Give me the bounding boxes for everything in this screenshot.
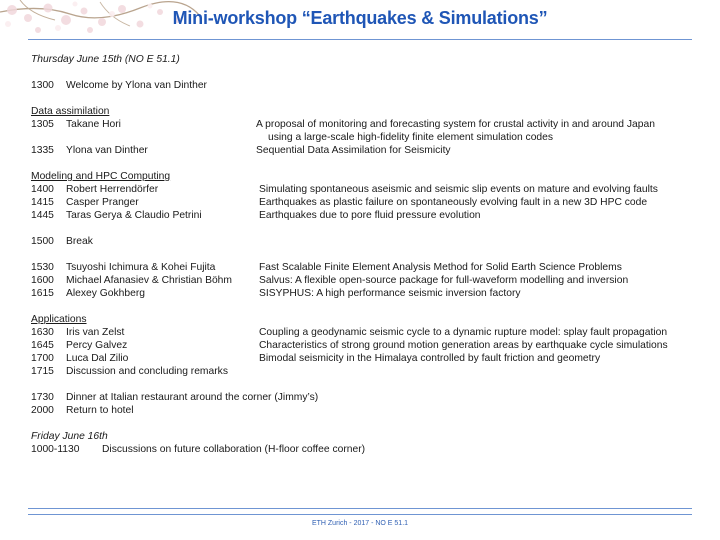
schedule-item [31, 326, 711, 339]
item-speaker: Alexey Gokhberg [66, 288, 145, 299]
schedule-item [31, 287, 711, 300]
item-time: 1415 [31, 197, 54, 208]
item-time: 1300 [31, 80, 54, 91]
schedule-item-continued [31, 131, 711, 144]
item-time: 1530 [31, 262, 54, 273]
schedule-item [31, 144, 711, 157]
item-text: Dinner at Italian restaurant around the corner (Jimmy’s) [66, 392, 319, 403]
day-heading: Thursday June 15th (NO E 51.1) [31, 54, 180, 65]
item-speaker: Tsuyoshi Ichimura & Kohei Fujita [66, 262, 216, 273]
schedule-item [31, 196, 711, 209]
schedule-item [31, 79, 711, 92]
schedule-item [31, 274, 711, 287]
item-speaker: Taras Gerya & Claudio Petrini [66, 210, 202, 221]
item-speaker: Percy Galvez [66, 340, 128, 351]
schedule-item [31, 235, 711, 248]
schedule-item [31, 339, 711, 352]
talk-title: Simulating spontaneous aseismic and seismic slip events on mature and evolving faults [259, 184, 658, 195]
header-divider [28, 39, 692, 40]
item-time: 1730 [31, 392, 54, 403]
item-time: 1600 [31, 275, 54, 286]
item-time: 1305 [31, 119, 54, 130]
item-time: 2000 [31, 405, 54, 416]
page-title: Mini-workshop “Earthquakes & Simulations” [172, 8, 548, 28]
day-heading: Friday June 16th [31, 431, 108, 442]
footer-divider [28, 514, 692, 515]
talk-title: A proposal of monitoring and forecasting system for crustal activity in and around Japan [256, 119, 655, 130]
section-heading: Data assimilation [31, 106, 110, 117]
section-heading: Applications [31, 314, 87, 325]
item-speaker: Casper Pranger [66, 197, 139, 208]
talk-title: Characteristics of strong ground motion generation areas by earthquake cycle simulations [259, 340, 668, 351]
talk-title-continued: using a large-scale high-fidelity finite element simulation codes [268, 132, 554, 143]
talk-title: Fast Scalable Finite Element Analysis Method for Solid Earth Science Problems [259, 262, 622, 273]
item-speaker: Michael Afanasiev & Christian Böhm [66, 275, 232, 286]
schedule-item [31, 183, 711, 196]
item-time: 1400 [31, 184, 54, 195]
item-speaker: Ylona van Dinther [66, 145, 148, 156]
item-time: 1500 [31, 236, 54, 247]
footer-divider [28, 508, 692, 509]
schedule-item [31, 365, 711, 378]
item-text: Discussions on future collaboration (H-floor coffee corner) [102, 444, 366, 455]
item-time: 1630 [31, 327, 54, 338]
item-text: Welcome by Ylona van Dinther [66, 80, 207, 91]
schedule-item [31, 443, 711, 456]
item-time: 1700 [31, 353, 54, 364]
item-speaker: Luca Dal Zilio [66, 353, 129, 364]
talk-title: SISYPHUS: A high performance seismic inversion factory [259, 288, 521, 299]
item-text: Return to hotel [66, 405, 134, 416]
item-time: 1335 [31, 145, 54, 156]
talk-title: Earthquakes as plastic failure on spontaneously evolving fault in a new 3D HPC code [259, 197, 648, 208]
talk-title: Coupling a geodynamic seismic cycle to a dynamic rupture model: splay fault propagation [259, 327, 668, 338]
schedule-item [31, 118, 711, 131]
talk-title: Sequential Data Assimilation for Seismicity [256, 145, 451, 156]
schedule-item [31, 209, 711, 222]
schedule-item [31, 352, 711, 365]
item-time: 1645 [31, 340, 54, 351]
talk-title: Earthquakes due to pore fluid pressure evolution [259, 210, 481, 221]
item-speaker: Takane Hori [66, 119, 121, 130]
item-speaker: Iris van Zelst [66, 327, 125, 338]
schedule-item [31, 261, 711, 274]
schedule-item [31, 391, 711, 404]
item-time: 1615 [31, 288, 54, 299]
item-time: 1715 [31, 366, 54, 377]
item-time: 1000-1130 [31, 444, 80, 455]
talk-title: Salvus: A flexible open-source package for full-waveform modelling and inversion [259, 275, 629, 286]
item-text: Discussion and concluding remarks [66, 366, 228, 377]
talk-title: Bimodal seismicity in the Himalaya controlled by fault friction and geometry [259, 353, 601, 364]
section-heading: Modeling and HPC Computing [31, 171, 171, 182]
footer-text: ETH Zurich - 2017 - NO E 51.1 [311, 520, 409, 527]
item-text: Break [66, 236, 93, 247]
item-time: 1445 [31, 210, 54, 221]
item-speaker: Robert Herrendörfer [66, 184, 159, 195]
schedule [31, 53, 711, 456]
schedule-item [31, 404, 711, 417]
